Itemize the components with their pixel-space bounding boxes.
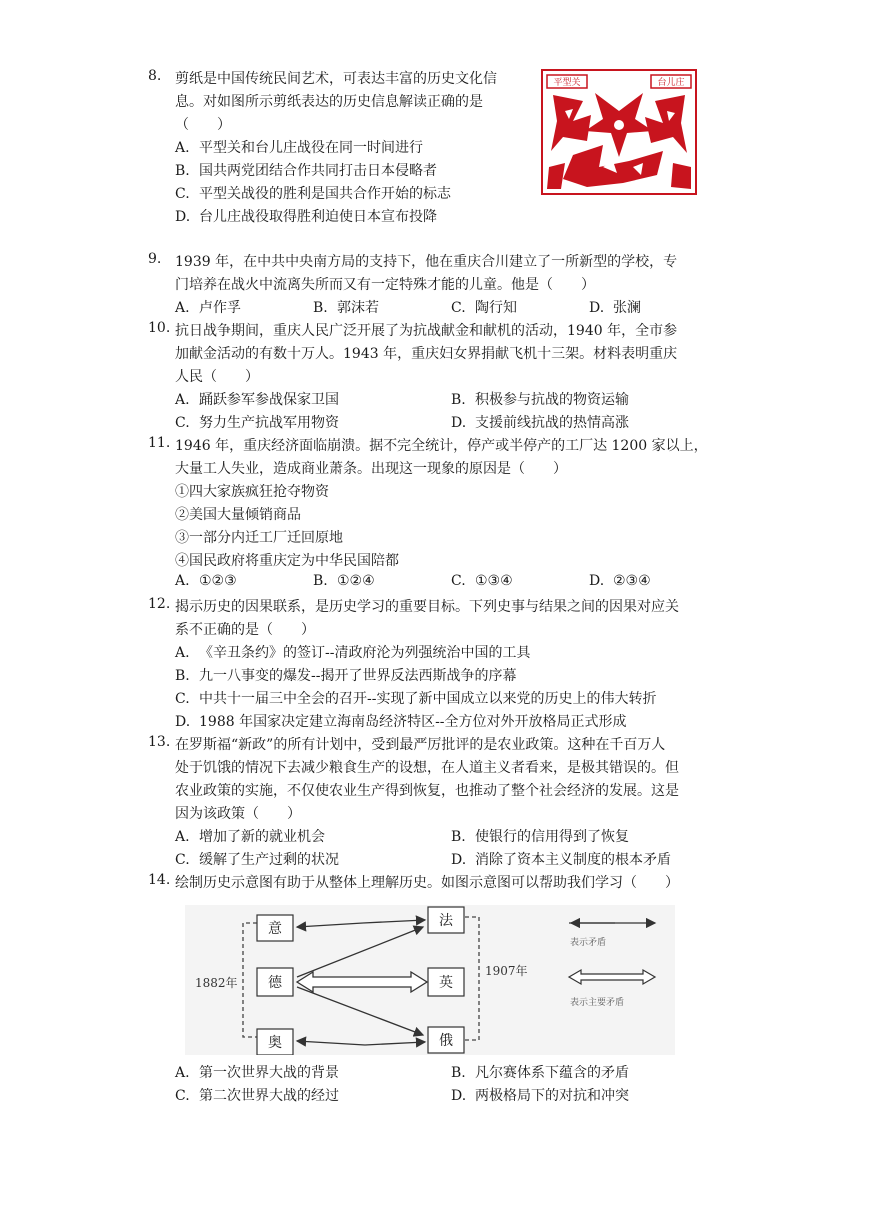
question-text-line: 大量工人失业，造成商业萧条。出现这一现象的原因是（ ） xyxy=(175,461,567,477)
paper-cut-image xyxy=(541,69,697,195)
box-italy: 意 xyxy=(268,921,282,937)
option-d[interactable]: D. 消除了资本主义制度的根本矛盾 xyxy=(451,852,671,868)
option-d[interactable]: D. 张澜 xyxy=(589,300,641,316)
box-russia: 俄 xyxy=(439,1033,453,1049)
option-a[interactable]: A. 《辛丑条约》的签订--清政府沦为列强统治中国的工具 xyxy=(175,645,531,661)
option-d[interactable]: D. 两极格局下的对抗和冲突 xyxy=(451,1088,629,1104)
option-b[interactable]: B. 积极参与抗战的物资运输 xyxy=(451,392,629,408)
option-c[interactable]: C. 缓解了生产过剩的状况 xyxy=(175,852,339,868)
question-number: 12. xyxy=(148,596,171,612)
question-text-line: 抗日战争期间，重庆人民广泛开展了为抗战献金和献机的活动，1940 年，全市参 xyxy=(175,323,678,339)
question-text-line: 人民（ ） xyxy=(175,369,259,385)
question-text-line: 因为该政策（ ） xyxy=(175,806,301,822)
box-france: 法 xyxy=(439,913,453,929)
statement-item: ③一部分内迁工厂迁回原地 xyxy=(175,530,343,546)
option-c[interactable]: C. ①③④ xyxy=(451,573,513,589)
option-c[interactable]: C. 平型关战役的胜利是国共合作开始的标志 xyxy=(175,186,451,202)
option-a[interactable]: A. 增加了新的就业机会 xyxy=(175,829,325,845)
option-a[interactable]: A. 踊跃参军参战保家卫国 xyxy=(175,392,339,408)
year-1907: 1907年 xyxy=(485,964,528,978)
legend-contradiction: 表示矛盾 xyxy=(570,938,607,948)
option-b[interactable]: B. 凡尔赛体系下蕴含的矛盾 xyxy=(451,1065,629,1081)
paper-cut-artwork xyxy=(543,71,695,193)
legend-main-contradiction: 表示主要矛盾 xyxy=(570,998,625,1008)
statement-item: ④国民政府将重庆定为中华民国陪都 xyxy=(175,553,399,569)
question-text-line: 门培养在战火中流离失所而又有一定特殊才能的儿童。他是（ ） xyxy=(175,277,595,293)
question-number: 10. xyxy=(148,320,171,336)
alliance-diagram xyxy=(185,905,675,1055)
question-number: 11. xyxy=(148,435,171,451)
option-b[interactable]: B. 郭沫若 xyxy=(313,300,379,316)
option-c[interactable]: C. 中共十一届三中全会的召开--实现了新中国成立以来党的历史上的伟大转折 xyxy=(175,691,657,707)
option-d[interactable]: D. 1988 年国家决定建立海南岛经济特区--全方位对外开放格局正式形成 xyxy=(175,714,627,730)
option-a[interactable]: A. 卢作孚 xyxy=(175,300,241,316)
question-text-line: （ ） xyxy=(175,117,231,133)
option-d[interactable]: D. 支援前线抗战的热情高涨 xyxy=(451,415,629,431)
question-text-line: 剪纸是中国传统民间艺术，可表达丰富的历史文化信 xyxy=(175,71,497,87)
option-b[interactable]: B. 九一八事变的爆发--揭开了世界反法西斯战争的序幕 xyxy=(175,668,517,684)
question-text-line: 农业政策的实施，不仅使农业生产得到恢复，也推动了整个社会经济的发展。这是 xyxy=(175,783,679,799)
question-text-line: 息。对如图所示剪纸表达的历史信息解读正确的是 xyxy=(175,94,483,110)
box-britain: 英 xyxy=(439,975,453,991)
question-number: 9. xyxy=(148,251,162,267)
question-number: 14. xyxy=(148,872,171,888)
statement-item: ①四大家族疯狂抢夺物资 xyxy=(175,484,329,500)
question-number: 13. xyxy=(148,734,171,750)
option-d[interactable]: D. 台儿庄战役取得胜利迫使日本宣布投降 xyxy=(175,209,437,225)
question-text-line: 1946 年，重庆经济面临崩溃。据不完全统计，停产或半停产的工厂达 1200 家以上， xyxy=(175,438,708,454)
label-pingxingguan: 平型关 xyxy=(553,78,581,88)
question-text-line: 加献金活动的有数十万人。1943 年，重庆妇女界捐献飞机十三架。材料表明重庆 xyxy=(175,346,678,362)
question-text-line: 绘制历史示意图有助于从整体上理解历史。如图示意图可以帮助我们学习（ ） xyxy=(175,875,679,891)
option-b[interactable]: B. ①②④ xyxy=(313,573,375,589)
question-text-line: 1939 年，在中共中央南方局的支持下，他在重庆合川建立了一所新型的学校，专 xyxy=(175,254,678,270)
option-a[interactable]: A. 第一次世界大战的背景 xyxy=(175,1065,339,1081)
option-a[interactable]: A. ①②③ xyxy=(175,573,237,589)
question-text-line: 在罗斯福“新政”的所有计划中，受到最严厉批评的是农业政策。这种在千百万人 xyxy=(175,737,666,753)
option-b[interactable]: B. 国共两党团结合作共同打击日本侵略者 xyxy=(175,163,437,179)
option-c[interactable]: C. 第二次世界大战的经过 xyxy=(175,1088,339,1104)
question-text-line: 处于饥饿的情况下去减少粮食生产的设想，在人道主义者看来，是极其错误的。但 xyxy=(175,760,679,776)
option-b[interactable]: B. 使银行的信用得到了恢复 xyxy=(451,829,629,845)
question-text-line: 系不正确的是（ ） xyxy=(175,622,315,638)
question-number: 8. xyxy=(148,68,162,84)
alliance-diagram-svg xyxy=(185,905,675,1055)
statement-item: ②美国大量倾销商品 xyxy=(175,507,301,523)
label-taierzhuang: 台儿庄 xyxy=(657,78,685,88)
question-text-line: 揭示历史的因果联系，是历史学习的重要目标。下列史事与结果之间的因果对应关 xyxy=(175,599,679,615)
option-a[interactable]: A. 平型关和台儿庄战役在同一时间进行 xyxy=(175,140,423,156)
option-c[interactable]: C. 陶行知 xyxy=(451,300,517,316)
option-c[interactable]: C. 努力生产抗战军用物资 xyxy=(175,415,339,431)
box-austria: 奥 xyxy=(268,1035,282,1051)
box-germany: 德 xyxy=(268,975,282,991)
year-1882: 1882年 xyxy=(195,976,238,990)
option-d[interactable]: D. ②③④ xyxy=(589,573,651,589)
